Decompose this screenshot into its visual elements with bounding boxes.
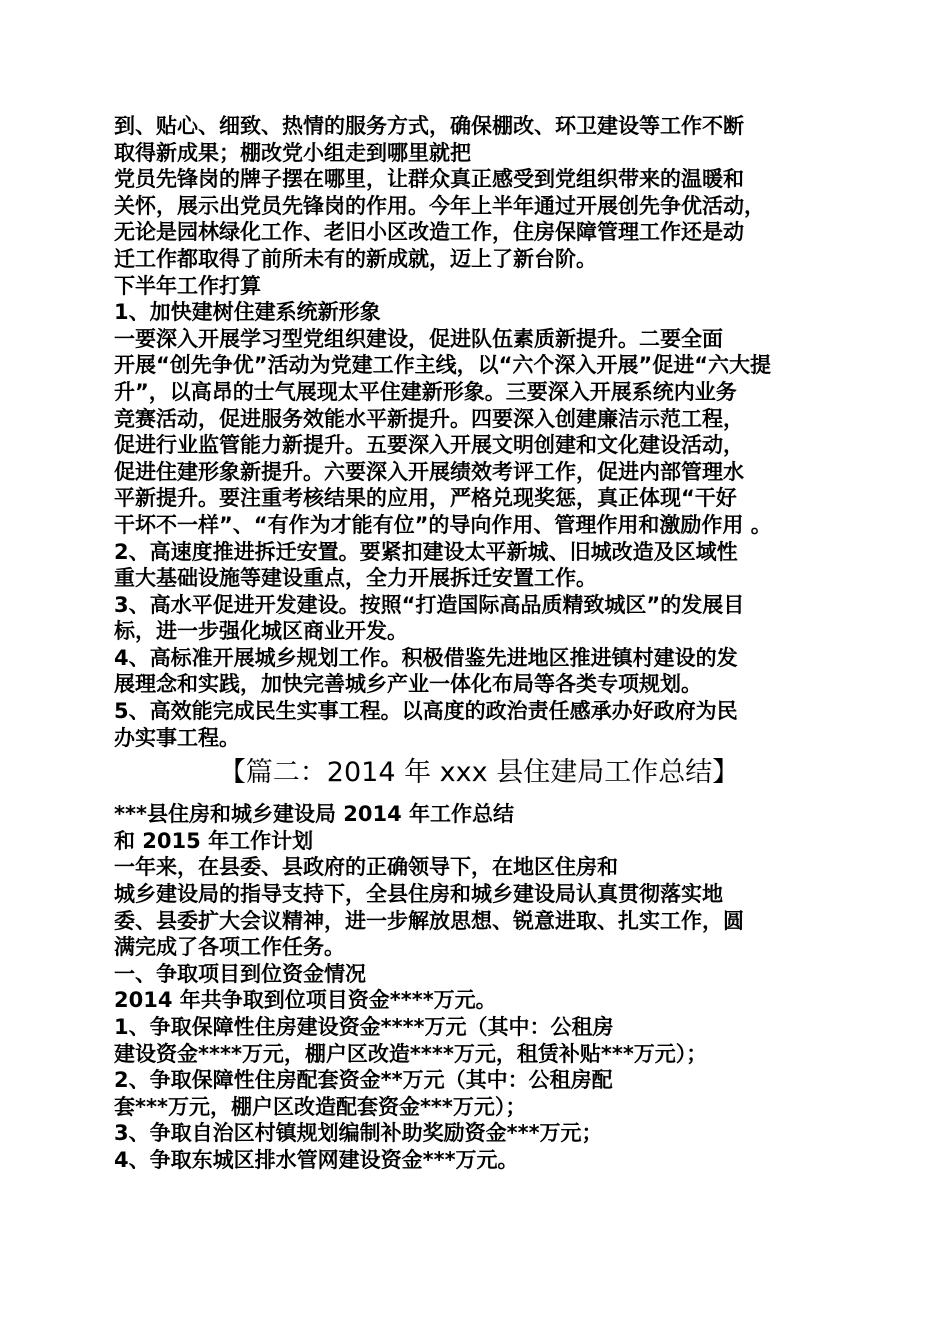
text-line: 标，进一步强化城区商业开发。	[114, 619, 408, 644]
text-line: 取得新成果；棚改党小组走到哪里就把	[114, 140, 471, 165]
text-line: 套***万元，棚户区改造配套资金***万元）；	[114, 1094, 527, 1119]
text-line: 干坏不一样”、“有作为才能有位”的导向作用、管理作用和激励作用 。	[114, 512, 772, 537]
text-line: 平新提升。要注重考核结果的应用，严格兑现奖惩，真正体现“干好	[114, 486, 737, 511]
text-line: 和 2015 年工作计划	[114, 828, 314, 853]
text-line: 4、高标准开展城乡规划工作。积极借鉴先进地区推进镇村建设的发	[114, 645, 738, 670]
section-heading: 【篇二：2014 年 xxx 县住建局工作总结】	[218, 757, 740, 789]
text-line: 3、高水平促进开发建设。按照“打造国际高品质精致城区”的发展目	[114, 592, 745, 617]
text-line: 3、争取自治区村镇规划编制补助奖励资金***万元；	[114, 1121, 603, 1146]
text-line: 4、争取东城区排水管网建设资金***万元。	[114, 1147, 519, 1172]
text-line: 一年来，在县委、县政府的正确领导下，在地区住房和	[114, 855, 618, 880]
text-line: 一要深入开展学习型党组织建设，促进队伍素质新提升。二要全面	[114, 326, 723, 351]
text-line: 竞赛活动，促进服务效能水平新提升。四要深入创建廉洁示范工程，	[114, 406, 744, 431]
text-line: 2014 年共争取到位项目资金****万元。	[114, 988, 497, 1013]
text-line: 下半年工作打算	[114, 273, 261, 298]
text-line: 城乡建设局的指导支持下，全县住房和城乡建设局认真贯彻落实地	[114, 882, 723, 907]
text-line: 2、高速度推进拆迁安置。要紧扣建设太平新城、旧城改造及区域性	[114, 539, 738, 564]
text-line: 促进行业监管能力新提升。五要深入开展文明创建和文化建设活动，	[114, 433, 744, 458]
text-line: 建设资金****万元，棚户区改造****万元，租赁补贴***万元）；	[114, 1041, 708, 1066]
document-page	[114, 113, 844, 1174]
text-line: 重大基础设施等建设重点，全力开展拆迁安置工作。	[114, 566, 597, 591]
text-line: 到、贴心、细致、热情的服务方式，确保棚改、环卫建设等工作不断	[114, 114, 744, 138]
text-line: 一、争取项目到位资金情况	[114, 961, 366, 986]
text-line: 展理念和实践，加快完善城乡产业一体化布局等各类专项规划。	[114, 672, 702, 697]
text-line: 满完成了各项工作任务。	[114, 935, 345, 960]
text-line: 开展“创先争优”活动为党建工作主线，以“六个深入开展”促进“六大提	[114, 353, 772, 378]
text-line: 2、争取保障性住房配套资金**万元（其中：公租房配	[114, 1068, 613, 1093]
document-part-1	[114, 113, 844, 751]
text-line: 关怀，展示出党员先锋岗的作用。今年上半年通过开展创先争优活动，	[114, 193, 765, 218]
text-line: 1、争取保障性住房建设资金****万元（其中：公租房	[114, 1015, 614, 1039]
text-line: 无论是园林绿化工作、老旧小区改造工作，住房保障管理工作还是动	[114, 220, 744, 245]
text-line: 促进住建形象新提升。六要深入开展绩效考评工作，促进内部管理水	[114, 459, 744, 484]
text-line: 办实事工程。	[114, 725, 240, 750]
text-line: 迁工作都取得了前所未有的新成就，迈上了新台阶。	[114, 246, 597, 271]
text-line: 1、加快建树住建系统新形象	[114, 300, 381, 325]
text-line: 5、高效能完成民生实事工程。以高度的政治责任感承办好政府为民	[114, 699, 738, 724]
text-line: ***县住房和城乡建设局 2014 年工作总结	[114, 802, 515, 827]
text-line: 升”，以高昂的士气展现太平住建新形象。三要深入开展系统内业务	[114, 379, 737, 404]
document-part-2	[114, 801, 844, 1173]
text-line: 党员先锋岗的牌子摆在哪里，让群众真正感受到党组织带来的温暖和	[114, 167, 744, 192]
text-line: 委、县委扩大会议精神，进一步解放思想、锐意进取、扎实工作，圆	[114, 908, 744, 933]
